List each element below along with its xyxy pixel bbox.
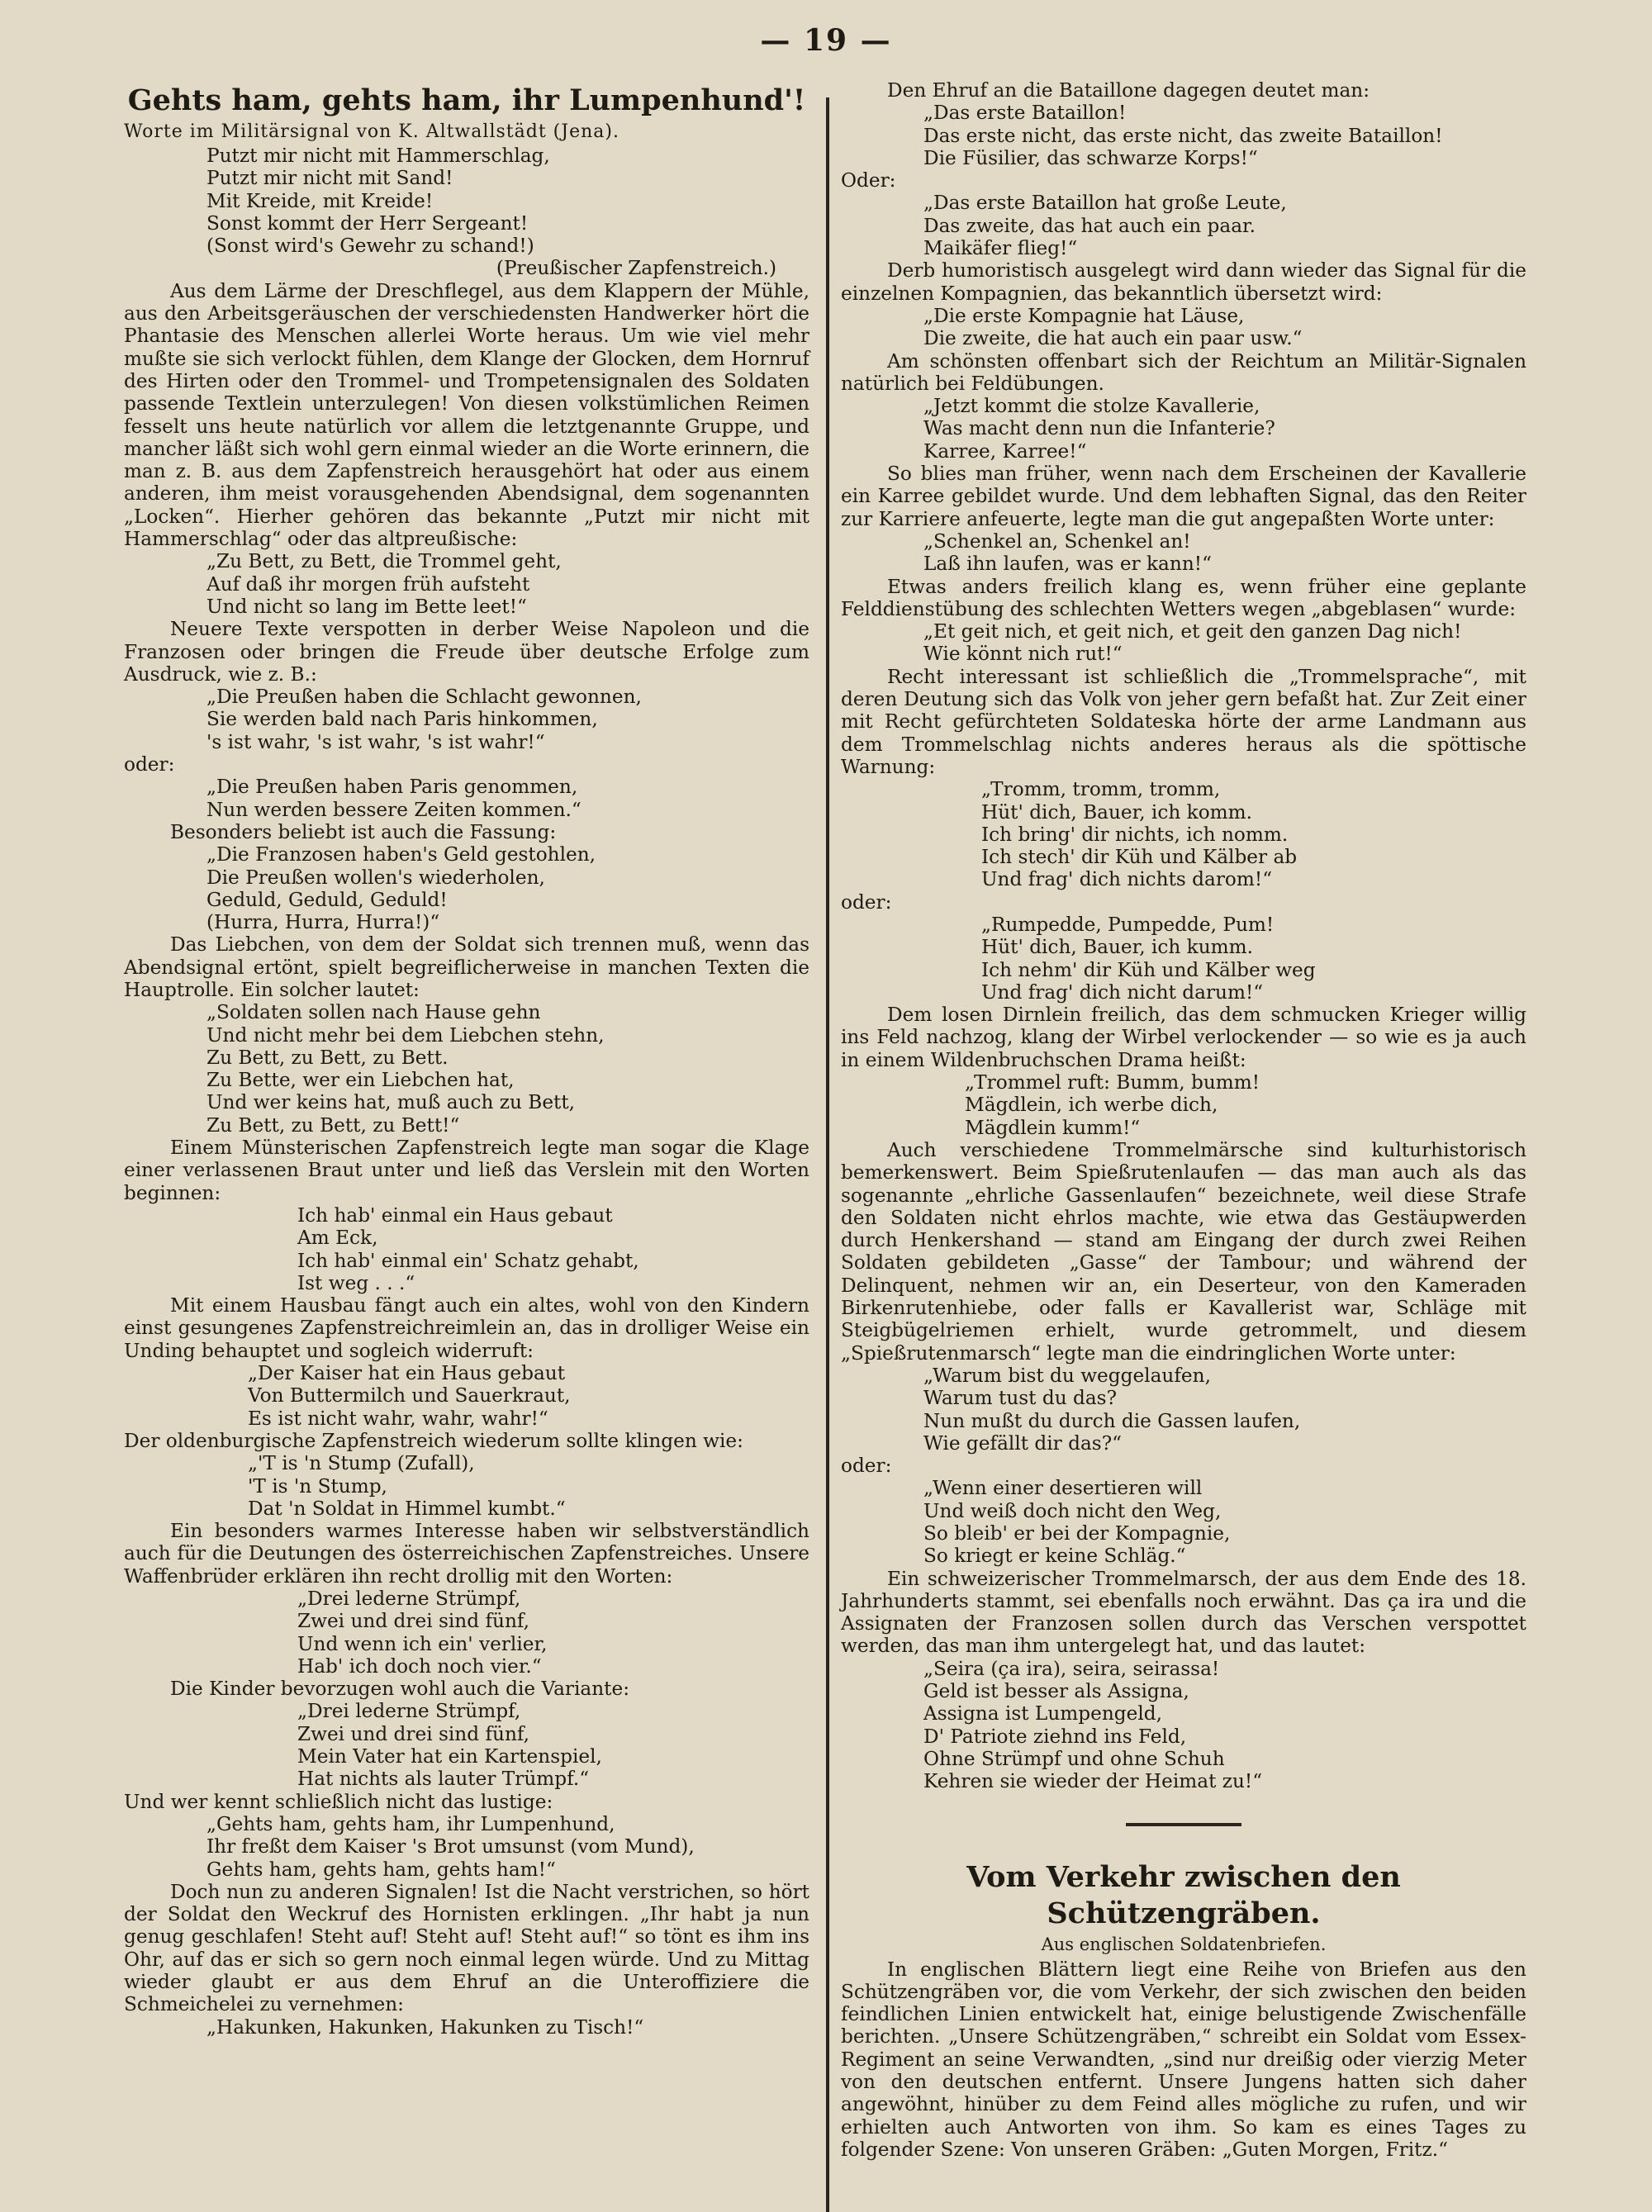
verse-line: Wie könnt nich rut!“ [923,643,1123,666]
paragraph: Einem Münsterischen Zapfenstreich legte man sogar die Klage einer verlassenen Braut unter und ließ das Verslein mit den Worten beginnen: [124,1137,809,1204]
verse-line: Ich hab' einmal ein' Schatz gehabt, [297,1249,639,1272]
verse-line: Geld ist besser als Assigna, [923,1680,1189,1703]
verse-line: Was macht denn nun die Infanterie? [923,417,1275,440]
paragraph: Etwas anders freilich klang es, wenn früher eine geplante Felddienstübung des schlechten Wetters wegen „abgeblasen“ wurde: [841,575,1526,620]
verse-line: So kriegt er keine Schläg.“ [923,1545,1186,1568]
verse-line: „Schenkel an, Schenkel an! [923,529,1191,553]
verse-line: Nun werden bessere Zeiten kommen.“ [206,798,582,821]
paragraph: Auch verschiedene Trommelmärsche sind kulturhistorisch bemerkenswert. Beim Spießrutenlaufen — das man auch als das sogenannte „ehrliche Gassenlaufen“ bezeichnete, weil diese Strafe den Soldaten nicht ehrlos machte, wie etwa das Gestäupwerden durch Henkershand — stand am Eingang der durch zwei Reihen Soldaten gebildeten „Gasse“ der Tambour; und während der Delinquent, nehmen wir an, ein Deserteur, von den Kameraden Birkenrutenhiebe, oder falls er Kavallerist war, Schläge mit Steigbügelriemen erhielt, wurde getrommelt, und diesem „Spießrutenmarsch“ legte man die eindringlichen Worte unter: [841,1138,1526,1365]
verse-line: (Hurra, Hurra, Hurra!)“ [206,911,440,934]
verse-line: Mägdlein, ich werbe dich, [965,1094,1218,1117]
verse-kaiser [124,1362,809,1430]
verse-line: „Die Franzosen haben's Geld gestohlen, [206,843,596,866]
verse-line: „Zu Bett, zu Bett, die Trommel geht, [206,550,562,573]
verse-line: Laß ihn laufen, was er kann!“ [923,553,1212,576]
verse-line: Hüt' dich, Bauer, ich komm. [981,800,1252,824]
paragraph: So blies man früher, wenn nach dem Erscheinen der Kavallerie ein Karree gebildet wurde. Und dem lebhaften Signal, das den Reiter zur Karriere anfeuerte, legte man die gut angepaßten Worte unter: [841,463,1526,530]
verse-line: Ihr freßt dem Kaiser 's Brot umsunst (vom Mund), [206,1835,695,1858]
verse-leute [841,192,1526,259]
verse-karten [124,1700,809,1790]
article-byline: Worte im Militärsignal von K. Altwallstädt (Jena). [124,121,620,142]
verse-line: Ich hab' einmal ein Haus gebaut [297,1203,613,1227]
verse-warum [841,1365,1526,1455]
verse-line: Die Füsilier, das schwarze Korps!“ [923,146,1258,169]
column-divider [826,97,829,2212]
verse-line: „Das erste Bataillon! [923,102,1127,125]
verse-seira [841,1658,1526,1793]
verse-geit [841,620,1526,666]
verse-line: Sonst kommt der Herr Sergeant! [206,211,529,235]
paragraph: Die Kinder bevorzugen wohl auch die Variante: [170,1678,630,1701]
verse-line: 'T is 'n Stump, [248,1474,387,1498]
verse-line: Wie gefällt dir das?“ [923,1431,1122,1455]
verse-line: Putzt mir nicht mit Hammerschlag, [206,145,550,167]
oder-label: oder: [124,753,175,776]
verse-line: Und wer keins hat, muß auch zu Bett, [206,1091,576,1114]
verse-line: Auf daß ihr morgen früh aufsteht [206,572,530,596]
verse-line: „Seira (ça ira), seira, seirassa! [923,1657,1220,1680]
verse-line: „Wenn einer desertieren will [923,1477,1203,1500]
verse-line: Und frag' dich nichts darom!“ [981,868,1273,891]
paragraph: Das Liebchen, von dem der Soldat sich trennen muß, wenn das Abendsignal ertönt, spielt begreiflicherweise in manchen Texten die Hauptrolle. Ein solcher lautet: [124,933,809,1001]
verse-line: Putzt mir nicht mit Sand! [206,167,453,190]
paragraph: Ein schweizerischer Trommelmarsch, der aus dem Ende des 18. Jahrhunderts stammt, sei ebenfalls noch erwähnt. Das ça ira und die Assignaten der Franzosen sollen durch das Verschen verspottet werden, das man ihm untergelegt hat, und das lautet: [841,1567,1526,1658]
verse-line: „Trommel ruft: Bumm, bumm! [965,1071,1260,1094]
paragraph: Der oldenburgische Zapfenstreich wiederum sollte klingen wie: [124,1429,743,1452]
paragraph: Mit einem Hausbau fängt auch ein altes, wohl von den Kindern einst gesungenes Zapfenstreichreimlein an, das in drolliger Weise ein Unding behauptet und sogleich widerruft: [124,1294,809,1362]
verse-line: Und frag' dich nicht darum!“ [981,980,1264,1004]
verse-line: „Et geit nich, et geit nich, et geit den ganzen Dag nich! [923,620,1462,643]
paragraph: Neuere Texte verspotten in derber Weise Napoleon und die Franzosen oder bringen die Freude über deutsche Erfolge zum Ausdruck, wie z. B.: [124,618,809,686]
paragraph: Besonders beliebt ist auch die Fassung: [170,820,557,843]
verse-line: Mit Kreide, mit Kreide! [206,189,434,212]
verse-line: Nun mußt du durch die Gassen laufen, [923,1409,1301,1432]
verse-kavallerie [841,395,1526,463]
paragraph: Den Ehruf an die Bataillone dagegen deutet man: [887,79,1370,102]
verse-line: Es ist nicht wahr, wahr, wahr!“ [248,1407,548,1430]
verse-bett [124,550,809,618]
verse-line: Kehren sie wieder der Heimat zu!“ [923,1770,1263,1793]
verse-line: Hab' ich doch noch vier.“ [297,1654,542,1678]
verse-line: Sie werden bald nach Paris hinkommen, [206,708,598,731]
verse-line: Zu Bett, zu Bett, zu Bett!“ [206,1113,460,1137]
verse-schlacht [124,686,809,753]
verse-line: Ich stech' dir Küh und Kälber ab [981,846,1298,869]
verse-line: (Sonst wird's Gewehr zu schand!) [206,235,534,258]
verse-line: Von Buttermilch und Sauerkraut, [248,1384,571,1407]
verse-line: Geduld, Geduld, Geduld! [206,888,448,911]
verse-line: „Das erste Bataillon hat große Leute, [923,192,1287,215]
verse-line: Mein Vater hat ein Kartenspiel, [297,1745,602,1768]
verse-haus [124,1204,809,1294]
verse-line: Ich bring' dir nichts, ich nomm. [981,823,1289,846]
verse-bumm [841,1071,1526,1139]
article-title: Gehts ham, gehts ham, ihr Lumpenhund'! [127,83,806,117]
verse-line: „Drei lederne Strümpf, [297,1588,521,1610]
verse-putzt [124,145,809,257]
oder-label: Oder: [841,169,896,192]
verse-line: „Soldaten sollen nach Hause gehn [206,1001,541,1024]
verse-line: „Die erste Kompagnie hat Läuse, [923,304,1245,327]
verse-schenkel [841,530,1526,576]
verse-line: „Hakunken, Hakunken, Hakunken zu Tisch!“ [206,2015,644,2039]
verse-line: Ist weg . . .“ [297,1271,415,1294]
verse-line: „Drei lederne Strümpf, [297,1700,521,1723]
verse-line: Mägdlein kumm!“ [965,1116,1141,1139]
verse-line: „Die Preußen haben die Schlacht gewonnen, [206,686,642,709]
verse-line: Und wenn ich ein' verlier, [297,1632,548,1655]
verse-line: „Tromm, tromm, tromm, [981,778,1221,801]
verse-line: Hat nichts als lauter Trümpf.“ [297,1768,590,1791]
paragraph: Ein besonders warmes Interesse haben wir selbstverständlich auch für die Deutungen des österreichischen Zapfenstreiches. Unsere Waffenbrüder erklären ihn recht drollig mit den Worten: [124,1520,809,1588]
verse-line: Assigna ist Lumpengeld, [923,1702,1162,1725]
verse-line: Warum tust du das? [923,1387,1118,1410]
verse-line: Ohne Strümpf und ohne Schuh [923,1747,1225,1770]
paragraph: Recht interessant ist schließlich die „Trommelsprache“, mit deren Deutung sich das Volk von jeher gern befaßt hat. Zur Zeit einer mit Recht gefürchteten Soldateska hörte der arme Landmann aus dem Trommelschlag nichts anderes heraus als die spöttische Warnung: [841,665,1526,778]
verse-geld [124,843,809,933]
left-column [124,79,809,2039]
verse-line: „Rumpedde, Pumpedde, Pum! [981,913,1275,936]
verse-bataillon [841,102,1526,169]
verse-line: Karree, Karree!“ [923,439,1087,463]
verse-line: Zwei und drei sind fünf, [297,1722,530,1745]
verse-line: Zwei und drei sind fünf, [297,1610,530,1633]
verse-laeuse [841,305,1526,350]
verse-desertieren [841,1477,1526,1567]
verse-line: „'T is 'n Stump (Zufall), [248,1452,475,1475]
verse-line: Die Preußen wollen's wiederholen, [206,866,545,889]
paragraph: Dem losen Dirnlein freilich, das dem schmucken Krieger willig ins Feld nachzog, klang der Wirbel verlockender — so wie es ja auch in einem Wildenbruchschen Drama heißt: [841,1004,1526,1071]
verse-line: „Warum bist du weggelaufen, [923,1364,1211,1387]
verse-line: So bleib' er bei der Kompagnie, [923,1522,1231,1545]
paragraph: In englischen Blättern liegt eine Reihe von Briefen aus den Schützengräben vor, die vom Verkehr, der sich zwischen den beiden feindlichen Linien entwickelt hat, einige belustigende Zwischenfälle berichten. „Unsere Schützengräben,“ schreibt ein Soldat vom Essex-Regiment an seine Verwandten, „sind nur dreißig oder vierzig Meter von den deutschen entfernt. Unsere Jungens hatten sich daher angewöhnt, hinüber zu dem Feind alles mögliche zu rufen, und wir erhielten auch Antworten von ihm. So kam es eines Tages zu folgender Szene: Von unseren Gräben: „Guten Morgen, Fritz.“ [841,1958,1526,2161]
verse-line: „Jetzt kommt die stolze Kavallerie, [923,395,1260,418]
right-column [841,79,1526,2161]
verse-line: Am Eck, [297,1227,378,1250]
paragraph: Und wer kennt schließlich nicht das lustige: [124,1790,553,1813]
verse-line: 's ist wahr, 's ist wahr, 's ist wahr!“ [206,730,545,753]
paragraph: Aus dem Lärme der Dreschflegel, aus dem Klappern der Mühle, aus den Arbeitsgeräuschen der verschiedensten Handwerker hört die Phantasie des Menschen allerlei Worte heraus. Um wie viel mehr mußte sie sich verlockt fühlen, dem Klange der Glocken, dem Hornruf des Hirten oder den Trommel- und Trompetensignalen des Soldaten passende Textlein unterzulegen! Von diesen volkstümlichen Reimen fesselt uns heute natürlich vor allem die letztgenannte Gruppe, und mancher läßt sich wohl gern einmal wieder an die Worte erinnern, die man z. B. aus dem Zapfenstreich herausgehört hat oder aus einem anderen, ihm meist vorausgehenden Abendsignal, dem sogenannten „Locken“. Hierher gehören das bekannte „Putzt mir nicht mit Hammerschlag“ oder das altpreußische: [124,279,809,551]
verse-line: Zu Bette, wer ein Liebchen hat, [206,1069,515,1092]
verse-line: Ich nehm' dir Küh und Kälber weg [981,958,1316,981]
verse-rumpedde [841,914,1526,1004]
verse-lump [124,1813,809,1881]
verse-strumpf [124,1588,809,1678]
verse-line: „Gehts ham, gehts ham, ihr Lumpenhund, [206,1812,615,1835]
verse-line: Die zweite, die hat auch ein paar usw.“ [923,327,1303,350]
verse-line: „Der Kaiser hat ein Haus gebaut [248,1362,566,1385]
verse-liebchen [124,1001,809,1137]
page-number: — 19 — [760,23,892,58]
verse-line: Dat 'n Soldat in Himmel kumbt.“ [248,1497,566,1520]
oder-label: oder: [841,1455,892,1478]
section-separator [1126,1823,1241,1826]
article-title: Vom Verkehr zwischen den Schützengräben. [966,1859,1401,1930]
verse-line: Zu Bett, zu Bett, zu Bett. [206,1046,449,1069]
verse-line: Und nicht mehr bei dem Liebchen stehn, [206,1023,605,1047]
verse-line: Gehts ham, gehts ham, gehts ham!“ [206,1858,556,1881]
verse-line: Hüt' dich, Bauer, ich kumm. [981,936,1253,959]
verse-line: Das erste nicht, das erste nicht, das zweite Bataillon! [923,124,1443,147]
verse-line: Und weiß doch nicht den Weg, [923,1499,1222,1522]
verse-line: Und nicht so lang im Bette leet!“ [206,595,527,618]
article-subtitle: Aus englischen Soldatenbriefen. [1041,1934,1327,1954]
verse-line: D' Patriote ziehnd ins Feld, [923,1725,1187,1748]
verse-hakunken [124,2016,809,2039]
verse-line: Das zweite, das hat auch ein paar. [923,214,1256,237]
verse-tromm [841,778,1526,890]
verse-source: (Preußischer Zapfenstreich.) [496,257,776,280]
verse-line: „Die Preußen haben Paris genommen, [206,776,578,799]
verse-line: Maikäfer flieg!“ [923,237,1078,260]
verse-stump [124,1452,809,1520]
paragraph: Derb humoristisch ausgelegt wird dann wieder das Signal für die einzelnen Kompagnien, das bekanntlich übersetzt wird: [841,259,1526,305]
paragraph: Doch nun zu anderen Signalen! Ist die Nacht verstrichen, so hört der Soldat den Weckruf des Hornisten erklingen. „Ihr habt ja nun genug geschlafen! Steht auf! Steht auf! Steht auf!“ so tönt es ihm ins Ohr, auf das er sich so gern noch einmal legen würde. Und zu Mittag wieder glaubt er aus dem Ehruf an die Unteroffiziere die Schmeichelei zu vernehmen: [124,1880,809,2016]
oder-label: oder: [841,890,892,914]
verse-paris [124,776,809,821]
paragraph: Am schönsten offenbart sich der Reichtum an Militär-Signalen natürlich bei Feldübungen. [841,349,1526,395]
